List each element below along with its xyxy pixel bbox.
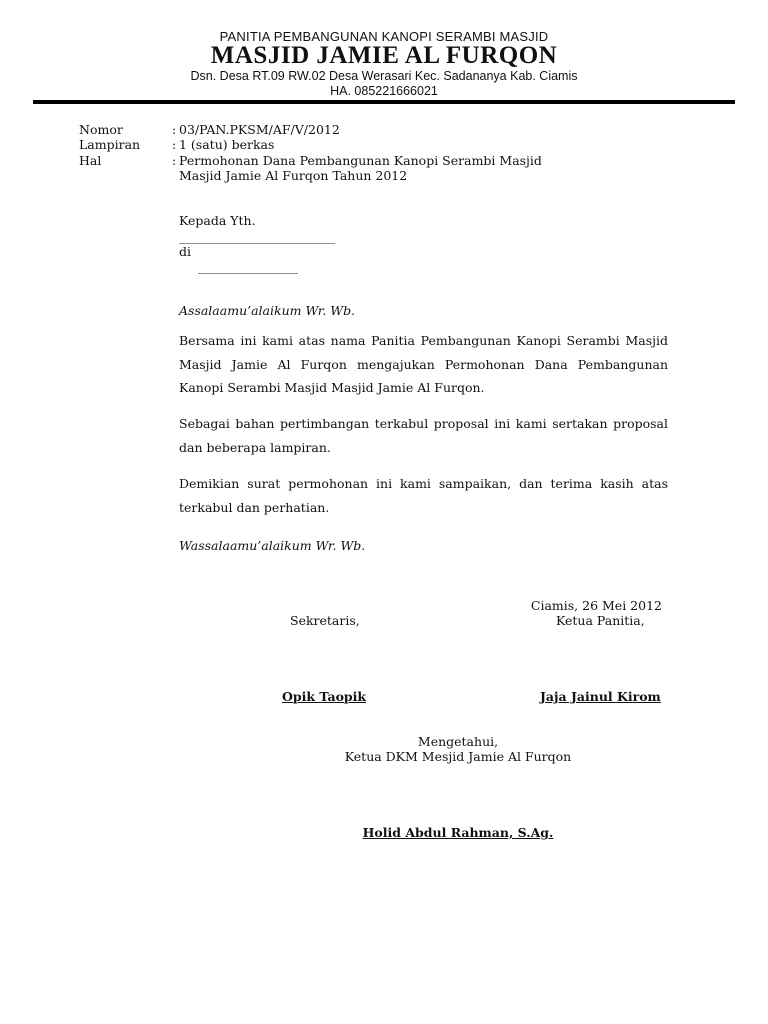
meta-value-hal: Permohonan Dana Pembangunan Kanopi Serambi Masjid [179, 153, 542, 168]
chair-title: Ketua Panitia, [556, 613, 645, 628]
body-paragraph-3: Demikian surat permohonan ini kami sampaikan, dan terima kasih atas terkabul dan perhatian. [179, 476, 668, 515]
letterhead-phone: HA. 085221666021 [330, 84, 438, 98]
acknowledge-title: Ketua DKM Mesjid Jamie Al Furqon [344, 749, 572, 764]
recipient-to: Kepada Yth. [179, 213, 256, 228]
meta-colon: : [172, 153, 177, 168]
place-date: Ciamis, 26 Mei 2012 [530, 598, 662, 613]
meta-value-lampiran: 1 (satu) berkas [179, 137, 275, 152]
body-paragraph-2: Sebagai bahan pertimbangan terkabul proposal ini kami sertakan proposal dan beberapa lampiran. [179, 416, 668, 455]
letterhead-organization: PANITIA PEMBANGUNAN KANOPI SERAMBI MASJID [219, 29, 549, 44]
acknowledge-name: Holid Abdul Rahman, S.Ag. [362, 825, 554, 840]
meta-label-hal: Hal [79, 153, 102, 168]
secretary-title: Sekretaris, [290, 613, 360, 628]
letterhead-mosque-name: MASJID JAMIE AL FURQON [210, 42, 558, 69]
meta-colon: : [172, 137, 177, 152]
letterhead-divider [33, 100, 735, 104]
acknowledge-label: Mengetahui, [417, 734, 499, 749]
meta-value-hal-line2: Masjid Jamie Al Furqon Tahun 2012 [179, 168, 408, 183]
closing: Wassalaamu’alaikum Wr. Wb. [179, 538, 366, 553]
recipient-place-blank: ________________ [198, 259, 298, 274]
letterhead-address: Dsn. Desa RT.09 RW.02 Desa Werasari Kec. Sadananya Kab. Ciamis [190, 69, 578, 83]
recipient-di: di [179, 244, 191, 259]
meta-label-lampiran: Lampiran [79, 137, 141, 152]
meta-colon: : [172, 122, 177, 137]
chair-name: Jaja Jainul Kirom [540, 689, 661, 704]
recipient-name-blank: _________________________ [179, 229, 336, 244]
secretary-name: Opik Taopik [282, 689, 367, 704]
body-paragraph-1: Bersama ini kami atas nama Panitia Pembangunan Kanopi Serambi Masjid Masjid Jamie Al Furqon mengajukan Permohonan Dana Pembangunan Kanopi Serambi Masjid Masjid Jamie Al Furqon. [179, 333, 668, 395]
meta-label-nomor: Nomor [79, 122, 123, 137]
greeting: Assalaamu’alaikum Wr. Wb. [179, 303, 356, 318]
meta-value-nomor: 03/PAN.PKSM/AF/V/2012 [179, 122, 340, 137]
